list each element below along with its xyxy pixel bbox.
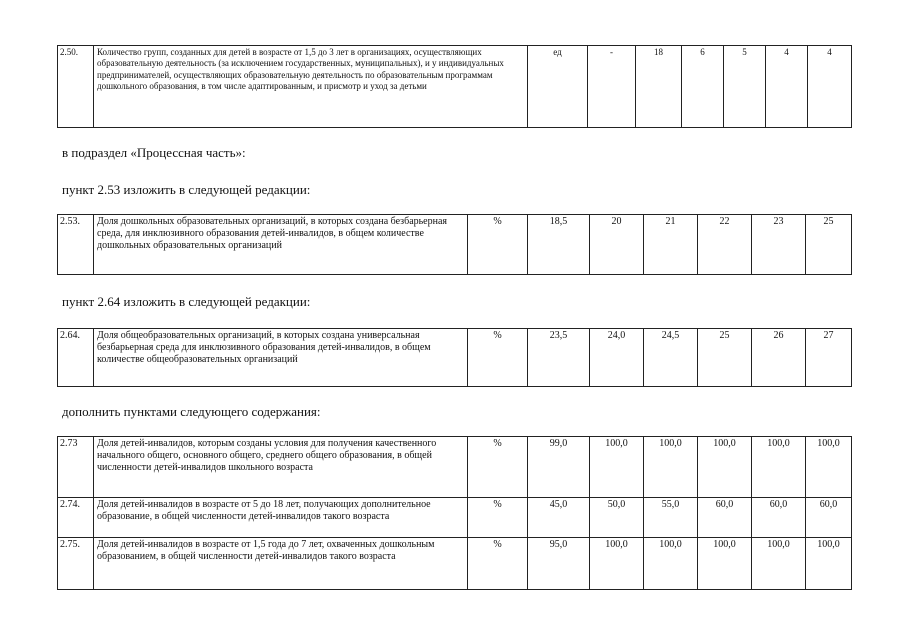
row-value: 100,0: [698, 437, 752, 498]
indicator-table-2-50: [57, 45, 852, 128]
row-value: 26: [752, 329, 806, 387]
row-code: 2.74.: [58, 498, 94, 538]
row-value: 21: [644, 215, 698, 275]
row-description: Количество групп, созданных для детей в возрасте от 1,5 до 3 лет в организациях, осуществляющих образовательную деятельность (за исключением государственных, муниципальных), и у индивидуальных предпринимателей, осуществляющих образовательную деятельность по образовательным программам дошкольного образования, в том числе адаптированным, и присмотр и уход за детьми: [94, 46, 528, 128]
row-value: 4: [808, 46, 852, 128]
row-value: 4: [766, 46, 808, 128]
row-unit: %: [468, 329, 528, 387]
row-value: 24,5: [644, 329, 698, 387]
row-value: 95,0: [528, 538, 590, 590]
row-value: -: [588, 46, 636, 128]
table-row: [58, 215, 852, 275]
row-value: 18,5: [528, 215, 590, 275]
table-row: [58, 46, 852, 128]
table-row: [58, 437, 852, 498]
row-code: 2.73: [58, 437, 94, 498]
row-value: 50,0: [590, 498, 644, 538]
paragraph-addition: дополнить пунктами следующего содержания:: [62, 404, 321, 419]
row-value: 99,0: [528, 437, 590, 498]
paragraph-item-2-53: пункт 2.53 изложить в следующей редакции:: [62, 182, 311, 197]
row-value: 55,0: [644, 498, 698, 538]
table-row: [58, 498, 852, 538]
row-value: 100,0: [644, 538, 698, 590]
row-description: Доля детей-инвалидов в возрасте от 5 до 18 лет, получающих дополнительное образование, в общей численности детей-инвалидов такого возраста: [94, 498, 468, 538]
row-value: 100,0: [752, 538, 806, 590]
row-value: 5: [724, 46, 766, 128]
row-value: 100,0: [644, 437, 698, 498]
row-code: 2.64.: [58, 329, 94, 387]
row-code: 2.50.: [58, 46, 94, 128]
paragraph-item-2-64: пункт 2.64 изложить в следующей редакции:: [62, 294, 311, 309]
row-value: 23,5: [528, 329, 590, 387]
row-description: Доля детей-инвалидов, которым созданы условия для получения качественного начального общего, основного общего, среднего общего образования, в общей численности детей-инвалидов школьного возраста: [94, 437, 468, 498]
row-value: 6: [682, 46, 724, 128]
row-unit: %: [468, 538, 528, 590]
indicator-table-2-64: [57, 328, 852, 387]
row-value: 100,0: [806, 437, 852, 498]
row-value: 60,0: [752, 498, 806, 538]
indicator-table-2-53: [57, 214, 852, 275]
table-row: [58, 538, 852, 590]
row-value: 20: [590, 215, 644, 275]
indicator-table-new-items: [57, 436, 852, 590]
row-value: 100,0: [590, 437, 644, 498]
row-value: 60,0: [806, 498, 852, 538]
row-unit: %: [468, 498, 528, 538]
row-description: Доля дошкольных образовательных организаций, в которых создана безбарьерная среда, для инклюзивного образования детей-инвалидов, в общем количестве дошкольных образовательных организаций: [94, 215, 468, 275]
row-code: 2.75.: [58, 538, 94, 590]
row-code: 2.53.: [58, 215, 94, 275]
row-unit: %: [468, 215, 528, 275]
row-value: 23: [752, 215, 806, 275]
row-value: 45,0: [528, 498, 590, 538]
row-value: 24,0: [590, 329, 644, 387]
row-value: 100,0: [752, 437, 806, 498]
row-description: Доля общеобразовательных организаций, в которых создана универсальная безбарьерная среда для инклюзивного образования детей-инвалидов, в общем количестве общеобразовательных организаций: [94, 329, 468, 387]
row-description: Доля детей-инвалидов в возрасте от 1,5 года до 7 лет, охваченных дошкольным образованием, в общей численности детей-инвалидов такого возраста: [94, 538, 468, 590]
row-value: 22: [698, 215, 752, 275]
row-value: 100,0: [590, 538, 644, 590]
table-row: [58, 329, 852, 387]
paragraph-subsection: в подраздел «Процесcная часть»:: [62, 145, 246, 160]
row-value: 25: [698, 329, 752, 387]
row-value: 18: [636, 46, 682, 128]
row-value: 100,0: [698, 538, 752, 590]
row-unit: %: [468, 437, 528, 498]
row-value: 100,0: [806, 538, 852, 590]
row-unit: ед: [528, 46, 588, 128]
row-value: 27: [806, 329, 852, 387]
row-value: 60,0: [698, 498, 752, 538]
row-value: 25: [806, 215, 852, 275]
